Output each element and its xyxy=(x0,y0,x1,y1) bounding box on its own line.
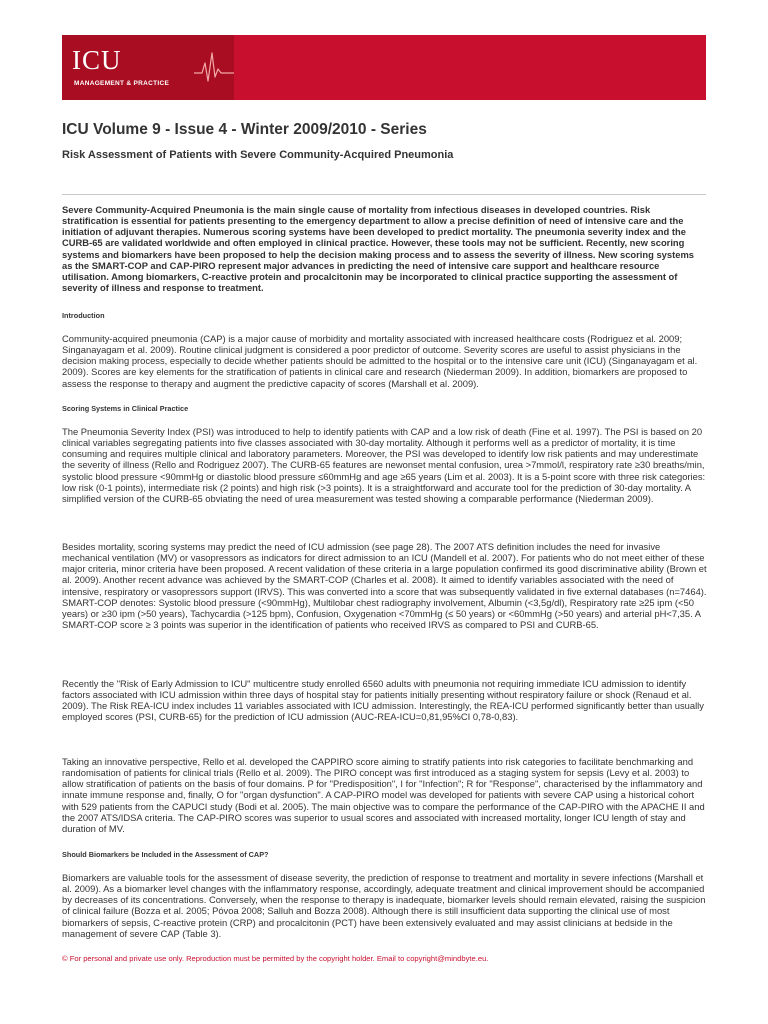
header-banner xyxy=(62,35,706,100)
abstract: Severe Community-Acquired Pneumonia is the main single cause of mortality from infectious diseases in developed countries. Risk stratification is essential for patients presenting to the emergency department to allow a precise definition of need of intensive care and the initiation of adjuvant therapies. Numerous scoring systems have been developed to predict mortality. The pneumonia severity index and the CURB-65 are validated worldwide and often employed in clinical practice. However, these tools may not be sufficient. Recently, new scoring systems and biomarkers have been proposed to help the decision making process and to assess the severity of illness. New scoring systems as the SMART-COP and CAP-PIRO represent major advances in predicting the need of intensive care support and healthcare resource utilisation. Among biomarkers, C-reactive protein and procalcitonin may be incorporated to clinical practice supporting the assessment of severity of illness and response to treatment. xyxy=(62,204,694,294)
paragraph-introduction: Community-acquired pneumonia (CAP) is a major cause of morbidity and mortality associated with increased healthcare costs (Rodriguez et al. 2009; Singanayagam et al. 2009). Routine clinical judgment is considered a poor predictor of outcome. Severity scores are useful to assist physicians in the decision making process, especially to decide whether patients should be admitted to the hospital or to the intensive care unit (ICU) (Singanayagam et al. 2009). Scores are key elements for the stratification of patients in clinical care and research (Niederman 2009). In addition, biomarkers are proposed to assess the response to therapy and augment the predictive capacity of scores (Marshall et al. 2009). xyxy=(62,333,698,389)
section-heading-scoring: Scoring Systems in Clinical Practice xyxy=(62,404,189,413)
icu-logo[interactable] xyxy=(62,35,234,100)
paragraph-scoring-3: Recently the "Risk of Early Admission to ICU" multicentre study enrolled 6560 adults with pneumonia not requiring immediate ICU admission to identify factors associated with ICU admission within three days of hospital stay for patients initially presenting without respiratory failure or shock (Renaud et al. 2009). The Risk REA-ICU index includes 11 variables associated with ICU admission. Interestingly, the REA-ICU performed significantly better than usually employed scores (PSI, CURB-65) for the prediction of ICU admission (AUC-REA-ICU=0,81,95%CI 0,78-0,83). xyxy=(62,678,704,723)
paragraph-scoring-2: Besides mortality, scoring systems may predict the need of ICU admission (see page 28). The 2007 ATS definition includes the need for invasive mechanical ventilation (MV) or vasopressors as indicators for direct admission to an ICU (Mandell et al. 2007). For patients who do not meet either of these major criteria, minor criteria have been proposed. A recent validation of these criteria in a large population confirmed its good discriminative ability (Brown et al. 2009). Another recent advance was achieved by the SMART-COP (Charles et al. 2008). It aimed to identify variables associated with the need of intensive, respiratory or vasopressors support (IRVS). This was converted into a score that was subsequently validated in five external databases (n=7464). SMART-COP denotes: Systolic blood pressure (<90mmHg), Multilobar chest radiography involvement, Albumin (<3,5g/dl), Respiratory rate ≥25 ipm (<50 years) or ≥30 ipm (>50 years), Tachycardia (>125 bpm), Confusion, Oxygenation <70mmHg (≤ 50 years) or <60mmHg (>50 years) and arterial pH<7,35. A SMART-COP score ≥ 3 points was superior in the identification of patients who received IRVS as compared to PSI and CURB-65. xyxy=(62,541,707,631)
logo-text: ICU xyxy=(72,45,122,75)
paragraph-biomarkers: Biomarkers are valuable tools for the assessment of disease severity, the prediction of response to treatment and mortality in severe infections (Marshall et al. 2009). As a biomarker level changes with the inflammatory response, accordingly, adequate treatment and clinical improvement should be accompanied by decreases of its concentrations. Conversely, when the response to therapy is inadequate, biomarker levels should remain elevated, raising the suspicion of clinical failure (Bozza et al. 2005; Póvoa 2008; Salluh and Bozza 2008). Although there is still insufficient data supporting the clinical use of most biomarkers of sepsis, C-reactive protein (CRP) and procalcitonin (PCT) have been extensively evaluated and may assist clinicians at bedside in the management of severe CAP (Table 3). xyxy=(62,872,706,939)
article-subtitle: Risk Assessment of Patients with Severe Community-Acquired Pneumonia xyxy=(62,149,454,161)
page-title: ICU Volume 9 - Issue 4 - Winter 2009/2010 - Series xyxy=(62,121,427,138)
paragraph-scoring-1: The Pneumonia Severity Index (PSI) was introduced to help to identify patients with CAP and a low risk of death (Fine et al. 1997). The PSI is based on 20 clinical variables segregating patients into five classes associated with 30-day mortality. Although it performs well as a predictor of mortality, it is time consuming and requires multiple clinical and laboratory parameters. Moreover, the PSI was developed to identify low risk patients and may underestimate the severity of illness (Rello and Rodriguez 2007). The CURB-65 features are newonset mental confusion, urea >7mmol/l, respiratory rate ≥30 breaths/min, systolic blood pressure <90mmHg or diastolic blood pressure ≤60mmHg and age ≥65 years (Lim et al. 2003). It is a 5-point score with three risk categories: low risk (0-1 points), intermediate risk (2 points) and high risk (>3 points). It is a straightforward and accurate tool for the prediction of 30-day mortality. A simplified version of the CURB-65 obviating the need of urea measurement was tested showing a comparable performance (Niederman 2009). xyxy=(62,426,706,504)
logo-subtitle: MANAGEMENT & PRACTICE xyxy=(74,80,170,87)
copyright-notice: © For personal and private use only. Reproduction must be permitted by the copyright holder. Email to copyright@mindbyte.eu. xyxy=(62,954,489,963)
divider xyxy=(62,194,706,195)
heartbeat-icon xyxy=(194,51,234,85)
paragraph-scoring-4: Taking an innovative perspective, Rello et al. developed the CAPPIRO score aiming to stratify patients into risk categories to facilitate benchmarking and randomisation of patients for clinical trials (Rello et al. 2009). The PIRO concept was first introduced as a staging system for sepsis (Levy et al. 2003) to allow stratification of patients on the basis of four domains. P for "Predisposition", I for "Infection"; R for "Response", characterised by the inflammatory and innate immune response and, finally, O for "organ dysfunction". A CAP-PIRO model was developed for patients with severe CAP using a historical cohort with 529 patients from the CAPUCI study (Bodi et al. 2005). The main objective was to compare the performance of the CAP-PIRO with the APACHE II and the 2007 ATS/IDSA criteria. The CAP-PIRO scores was superior to usual scores and associated with increased mortality, longer ICU length of stay and duration of MV. xyxy=(62,756,705,834)
section-heading-introduction: Introduction xyxy=(62,311,105,320)
section-heading-biomarkers: Should Biomarkers be Included in the Assessment of CAP? xyxy=(62,850,269,859)
